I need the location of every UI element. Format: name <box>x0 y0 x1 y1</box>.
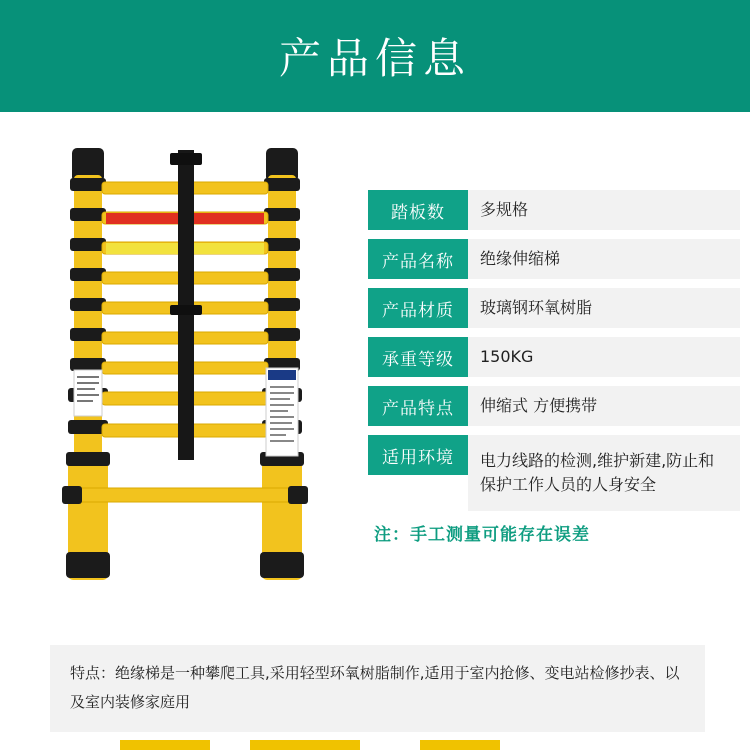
spec-value: 电力线路的检测,维护新建,防止和保护工作人员的人身安全 <box>468 435 740 511</box>
table-row <box>368 239 740 279</box>
table-row <box>368 288 740 328</box>
table-row <box>368 190 740 230</box>
spec-label: 踏板数 <box>368 190 468 230</box>
spec-table <box>368 190 740 545</box>
spec-value: 150KG <box>468 337 740 377</box>
spec-label: 产品名称 <box>368 239 468 279</box>
spec-value: 伸缩式 方便携带 <box>468 386 740 426</box>
table-row <box>368 435 740 511</box>
measurement-note: 注：手工测量可能存在误差 <box>374 525 590 545</box>
spec-label: 适用环境 <box>368 435 468 475</box>
footer-description-text: 特点：绝缘梯是一种攀爬工具,采用轻型环氧树脂制作,适用于室内抢修、变电站检修抄表、以及室内装修家庭用 <box>70 664 680 711</box>
table-row <box>368 386 740 426</box>
spec-label: 承重等级 <box>368 337 468 377</box>
table-row <box>368 337 740 377</box>
footer-description-box <box>50 645 705 732</box>
page-header <box>0 0 750 112</box>
page-title: 产品信息 <box>278 34 471 83</box>
spec-value: 多规格 <box>468 190 740 230</box>
bottom-strip <box>0 736 750 750</box>
product-image <box>10 120 360 630</box>
spec-label: 产品特点 <box>368 386 468 426</box>
spec-value: 绝缘伸缩梯 <box>468 239 740 279</box>
spec-label: 产品材质 <box>368 288 468 328</box>
ladder-illustration <box>10 120 360 630</box>
spec-value: 玻璃钢环氧树脂 <box>468 288 740 328</box>
